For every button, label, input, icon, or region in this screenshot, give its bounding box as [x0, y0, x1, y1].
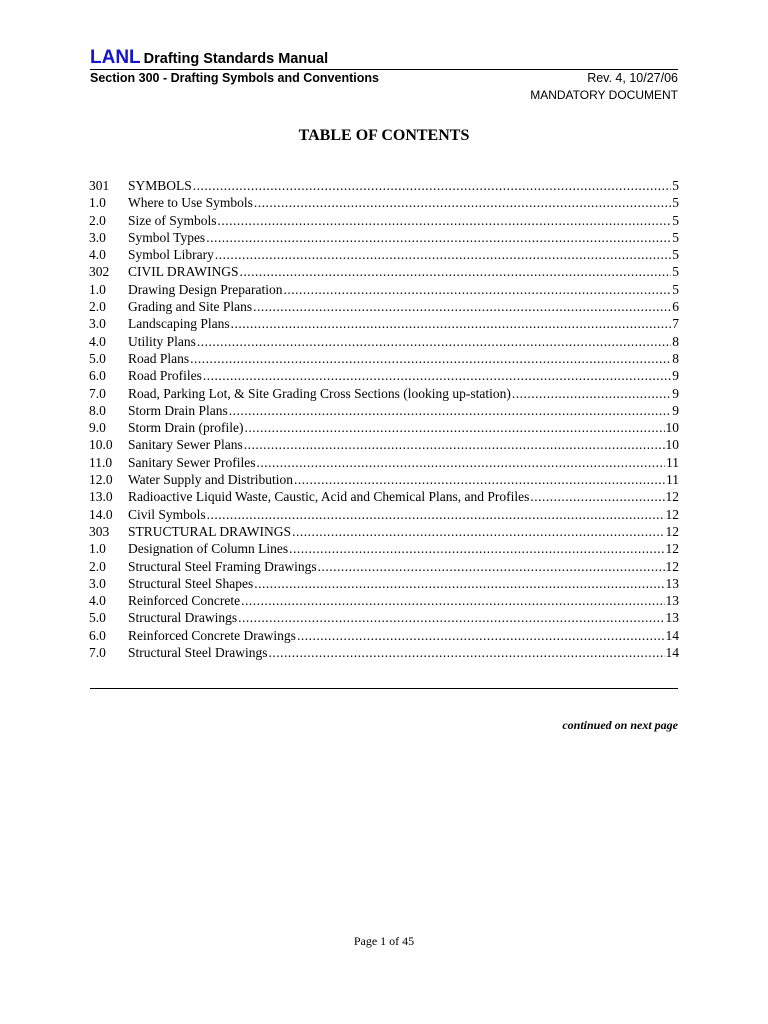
toc-entry-number: 6.0	[89, 627, 106, 643]
toc-entry-number: 14.0	[89, 506, 113, 522]
toc-entry-title: Storm Drain Plans	[128, 402, 228, 418]
header-divider	[90, 69, 678, 70]
toc-entry-page: 9	[672, 368, 679, 384]
toc-entry-title: Structural Steel Framing Drawings	[128, 558, 317, 574]
toc-title: TABLE OF CONTENTS	[298, 127, 470, 144]
toc-entry-title: Sanitary Sewer Plans	[128, 437, 243, 453]
manual-title: Drafting Standards Manual	[143, 51, 329, 67]
toc-entry-title: Storm Drain (profile)	[128, 420, 244, 436]
toc-entry-title: Reinforced Concrete	[128, 593, 241, 609]
toc-entry	[89, 333, 679, 350]
toc-entry-page: 12	[665, 523, 679, 539]
toc-entry-number: 1.0	[89, 195, 106, 211]
toc-entry-number: 12.0	[89, 472, 113, 488]
toc-dot-leader	[231, 315, 672, 332]
toc-entry-number: 303	[89, 523, 110, 539]
toc-entry-number: 11.0	[89, 454, 113, 470]
toc-entry	[89, 506, 679, 523]
toc-entry	[89, 523, 679, 540]
toc-entry	[89, 194, 679, 211]
toc-entry-title: Size of Symbols	[128, 212, 217, 228]
toc-dot-leader	[229, 402, 672, 419]
toc-entry	[89, 609, 679, 626]
toc-entry	[89, 229, 679, 246]
toc-entry-title: Radioactive Liquid Waste, Caustic, Acid and Chemical Plans, and Profiles	[128, 489, 530, 505]
toc-entry-page: 11	[666, 454, 679, 470]
toc-list	[89, 177, 679, 661]
toc-entry	[89, 367, 679, 384]
toc-entry-title: CIVIL DRAWINGS	[128, 264, 239, 280]
toc-entry-title: Landscaping Plans	[128, 316, 230, 332]
toc-entry	[89, 177, 679, 194]
toc-dot-leader	[254, 194, 671, 211]
toc-entry-title: Grading and Site Plans	[128, 299, 253, 315]
toc-entry	[89, 212, 679, 229]
toc-entry-page: 12	[665, 558, 679, 574]
toc-entry-page: 11	[666, 472, 679, 488]
toc-dot-leader	[240, 263, 672, 280]
toc-entry-number: 6.0	[89, 368, 106, 384]
toc-entry-page: 5	[672, 247, 679, 263]
revision-label: Rev. 4, 10/27/06	[587, 71, 678, 85]
toc-entry-page: 5	[672, 178, 679, 193]
toc-dot-leader	[190, 350, 671, 367]
toc-dot-leader	[253, 298, 671, 315]
toc-dot-leader	[238, 609, 664, 626]
toc-entry-page: 10	[665, 420, 679, 436]
toc-entry-title: Symbol Types	[128, 229, 206, 245]
toc-entry-number: 2.0	[89, 212, 106, 228]
toc-entry-title: Utility Plans	[128, 333, 196, 349]
toc-dot-leader	[203, 367, 671, 384]
toc-entry-page: 9	[672, 402, 679, 418]
toc-entry-number: 4.0	[89, 333, 106, 349]
toc-entry-page: 5	[672, 281, 679, 297]
toc-dot-leader	[244, 419, 664, 436]
toc-entry-title: Road Profiles	[128, 368, 202, 384]
toc-entry-page: 14	[665, 627, 679, 643]
toc-entry-page: 13	[665, 575, 679, 591]
toc-entry-number: 7.0	[89, 645, 106, 661]
toc-dot-leader	[244, 436, 665, 453]
toc-entry-number: 7.0	[89, 385, 106, 401]
toc-entry	[89, 246, 679, 263]
toc-dot-leader	[512, 385, 671, 402]
mandatory-label: MANDATORY DOCUMENT	[530, 88, 678, 102]
toc-entry-number: 10.0	[89, 437, 113, 453]
toc-entry-page: 5	[672, 195, 679, 211]
toc-entry-title: SYMBOLS	[128, 178, 192, 193]
toc-entry-number: 2.0	[89, 299, 106, 315]
toc-dot-leader	[283, 281, 671, 298]
toc-entry-number: 5.0	[89, 610, 106, 626]
toc-entry	[89, 488, 679, 505]
toc-entry-number: 301	[89, 178, 110, 193]
toc-dot-leader	[256, 454, 665, 471]
toc-entry-page: 13	[665, 593, 679, 609]
toc-entry-number: 3.0	[89, 229, 106, 245]
toc-dot-leader	[294, 471, 665, 488]
toc-entry-page: 13	[665, 610, 679, 626]
toc-entry	[89, 575, 679, 592]
toc-dot-leader	[206, 229, 671, 246]
toc-dot-leader	[254, 575, 664, 592]
toc-entry-page: 12	[665, 489, 679, 505]
toc-dot-leader	[292, 523, 664, 540]
toc-dot-leader	[215, 246, 671, 263]
toc-entry-number: 3.0	[89, 575, 106, 591]
toc-entry-page: 8	[672, 333, 679, 349]
footer-divider	[90, 688, 678, 689]
toc-entry	[89, 436, 679, 453]
toc-entry	[89, 402, 679, 419]
toc-entry-number: 4.0	[89, 593, 106, 609]
toc-entry-page: 9	[672, 385, 679, 401]
page-number: Page 1 of 45	[353, 934, 415, 948]
toc-entry-page: 8	[672, 350, 679, 366]
toc-dot-leader	[207, 506, 665, 523]
toc-entry-number: 8.0	[89, 402, 106, 418]
toc-entry	[89, 540, 679, 557]
toc-entry-page: 5	[672, 264, 679, 280]
toc-entry-title: Road, Parking Lot, & Site Grading Cross Sections (looking up-station)	[128, 385, 511, 401]
header-brand	[90, 47, 328, 69]
toc-dot-leader	[530, 488, 664, 505]
toc-entry-title: Civil Symbols	[128, 506, 206, 522]
toc-entry	[89, 298, 679, 315]
toc-dot-leader	[268, 644, 664, 661]
toc-entry	[89, 558, 679, 575]
toc-entry-number: 9.0	[89, 420, 106, 436]
toc-entry-title: Where to Use Symbols	[128, 195, 253, 211]
toc-entry-title: Road Plans	[128, 350, 190, 366]
toc-entry	[89, 281, 679, 298]
toc-entry-title: Structural Drawings	[128, 610, 238, 626]
toc-entry-title: Sanitary Sewer Profiles	[128, 454, 256, 470]
toc-entry-number: 5.0	[89, 350, 106, 366]
toc-entry-title: Designation of Column Lines	[128, 541, 289, 557]
toc-entry-page: 7	[672, 316, 679, 332]
toc-entry	[89, 592, 679, 609]
toc-entry-title: Symbol Library	[128, 247, 214, 263]
toc-dot-leader	[297, 627, 665, 644]
lanl-logo-text: LANL	[90, 47, 141, 68]
toc-entry	[89, 454, 679, 471]
section-title: Section 300 - Drafting Symbols and Conventions	[90, 71, 379, 85]
toc-dot-leader	[197, 333, 671, 350]
toc-dot-leader	[289, 540, 664, 557]
toc-entry-page: 5	[672, 229, 679, 245]
toc-entry-number: 2.0	[89, 558, 106, 574]
toc-entry-title: Water Supply and Distribution	[128, 472, 294, 488]
toc-entry-title: Structural Steel Shapes	[128, 575, 254, 591]
toc-entry-page: 14	[665, 645, 679, 661]
toc-entry-page: 10	[665, 437, 679, 453]
toc-entry-title: STRUCTURAL DRAWINGS	[128, 523, 292, 539]
toc-dot-leader	[193, 177, 671, 194]
toc-entry	[89, 350, 679, 367]
toc-entry	[89, 471, 679, 488]
toc-entry-number: 1.0	[89, 541, 106, 557]
toc-entry	[89, 315, 679, 332]
toc-dot-leader	[318, 558, 665, 575]
toc-entry-number: 302	[89, 264, 110, 280]
toc-entry	[89, 644, 679, 661]
toc-entry-title: Structural Steel Drawings	[128, 645, 268, 661]
toc-dot-leader	[218, 212, 672, 229]
toc-entry-number: 1.0	[89, 281, 106, 297]
toc-entry	[89, 419, 679, 436]
toc-entry-page: 12	[665, 506, 679, 522]
toc-entry	[89, 627, 679, 644]
continued-note: continued on next page	[562, 718, 678, 732]
toc-entry-number: 3.0	[89, 316, 106, 332]
toc-entry-page: 5	[672, 212, 679, 228]
toc-entry	[89, 263, 679, 280]
toc-entry-number: 4.0	[89, 247, 106, 263]
toc-entry-page: 6	[672, 299, 679, 315]
toc-entry	[89, 385, 679, 402]
toc-dot-leader	[241, 592, 664, 609]
toc-entry-page: 12	[665, 541, 679, 557]
toc-entry-title: Drawing Design Preparation	[128, 281, 283, 297]
toc-entry-number: 13.0	[89, 489, 113, 505]
toc-entry-title: Reinforced Concrete Drawings	[128, 627, 296, 643]
